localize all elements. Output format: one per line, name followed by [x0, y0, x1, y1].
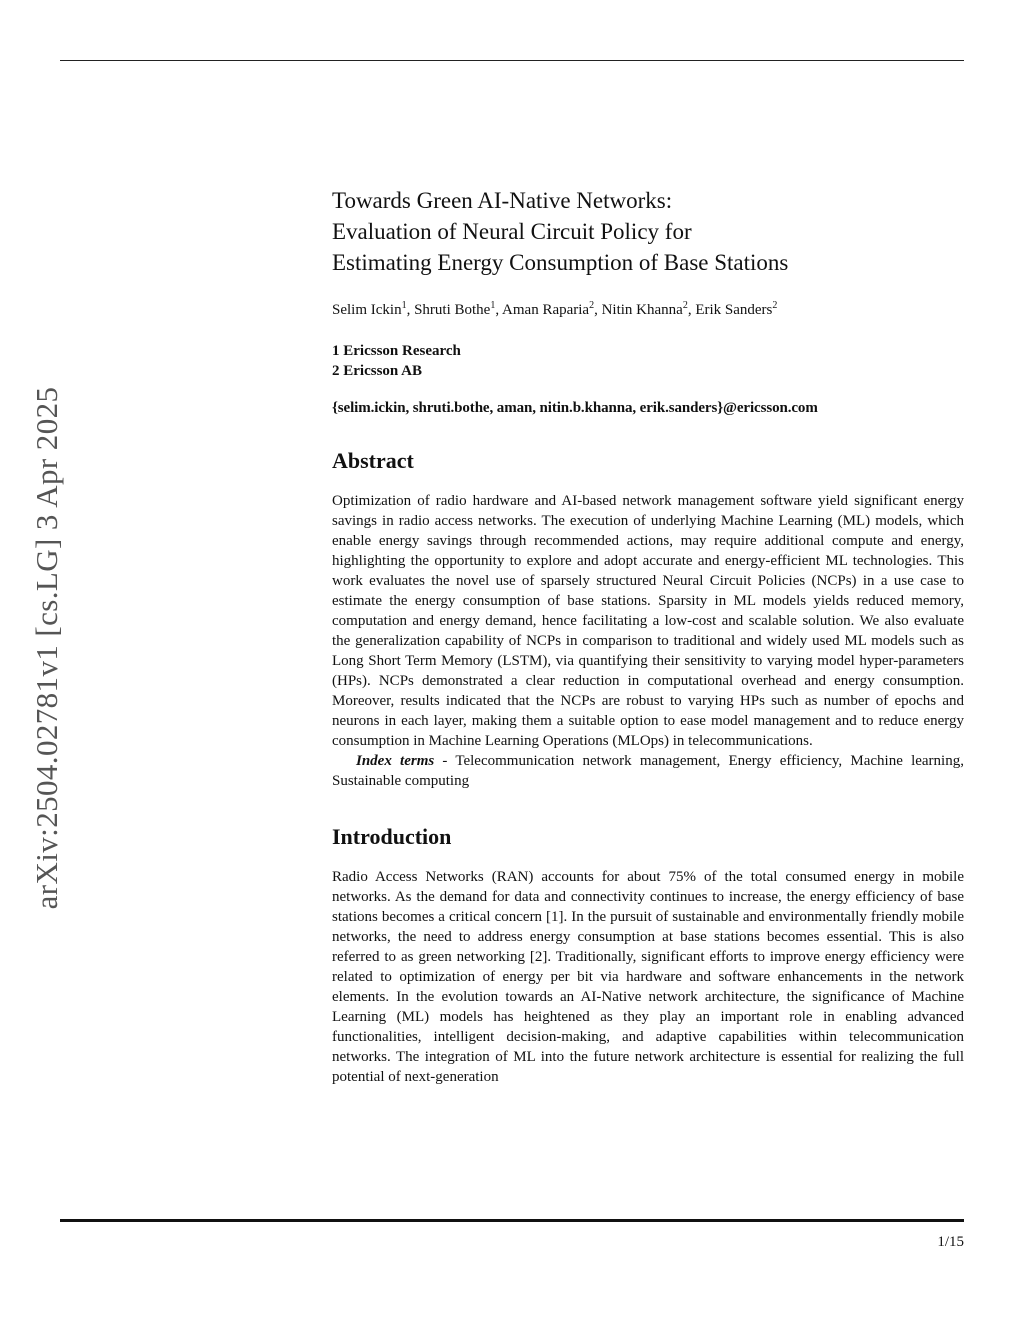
author-name: Selim Ickin — [332, 302, 402, 318]
affiliation: 2 Ericsson AB — [332, 363, 423, 379]
author-name: Erik Sanders — [695, 302, 773, 318]
author-affiliation-mark: 1 — [401, 300, 407, 311]
author-separator: , — [687, 302, 696, 318]
paper-content — [332, 185, 964, 1087]
author-separator: , — [594, 302, 602, 318]
page-number: 1/15 — [937, 1234, 964, 1250]
author-name: Aman Raparia — [502, 302, 590, 318]
introduction-body: Radio Access Networks (RAN) accounts for about 75% of the total consumed energy in mobile networks. As the demand for data and connectivity continues to increase, the energy efficiency of base stations becomes a critical concern [1]. In the pursuit of sustainable and environmentally friendly mobile networks, the need to address energy consumption at base stations becomes essential. This is also referred to as green networking [2]. Traditionally, significant efforts to improve energy efficiency were related to optimization of energy per bit via hardware and software enhancements in the network elements. In the evolution towards an AI-Native network architecture, the significance of Machine Learning (ML) models has heightened as they play an important role in enabling advanced functionalities, intelligent decision-making, and adaptive capabilities within telecommunication networks. The integration of ML into the future network architecture is essential for realizing the full potential of next-generation — [332, 869, 964, 1085]
author-emails: {selim.ickin, shruti.bothe, aman, nitin.b.khanna, erik.sanders}@ericsson.com — [332, 400, 818, 416]
paper-title — [332, 185, 964, 278]
header-rule — [60, 60, 964, 61]
author-list — [332, 300, 964, 319]
title-line: Estimating Energy Consumption of Base Stations — [332, 250, 789, 275]
author-name: Nitin Khanna — [601, 302, 683, 318]
author-separator: , — [406, 302, 415, 318]
author-affiliation-mark: 2 — [589, 300, 595, 311]
abstract-body: Optimization of radio hardware and AI-based network management software yield significant energy savings in radio access networks. The execution of underlying Machine Learning (ML) models, which enable energy savings through recommended actions, may require additional compute and energy, highlighting the opportunity to explore and adopt accurate and energy-efficient ML technologies. This work evaluates the novel use of sparsely structured Neural Circuit Policies (NCPs) in a use case to estimate the energy consumption of base stations. Sparsity in ML models yields reduced memory, computation and energy demand, hence facilitating a low-cost and scalable solution. We also evaluate the generalization capability of NCPs in comparison to traditional and widely used ML models such as Long Short Term Memory (LSTM), via quantifying their sensitivity to varying model hyper-parameters (HPs). NCPs demonstrated a clear reduction in computational overhead and energy consumption. Moreover, results indicated that the NCPs are robust to varying HPs such as number of epochs and neurons in each layer, making them a suitable option to ease model management and to reduce energy consumption in Machine Learning Operations (MLOps) in telecommunications. — [332, 493, 964, 749]
index-terms-text: - Telecommunication network management, Energy efficiency, Machine learning, Sustainable computing — [332, 753, 964, 789]
author-affiliation-mark: 2 — [772, 300, 778, 311]
affiliation-list — [332, 341, 964, 381]
abstract-heading: Abstract — [332, 448, 414, 473]
index-terms-label: Index terms — [356, 753, 435, 769]
author-affiliation-mark: 2 — [682, 300, 688, 311]
title-line: Evaluation of Neural Circuit Policy for — [332, 219, 692, 244]
author-name: Shruti Bothe — [414, 302, 491, 318]
introduction-heading: Introduction — [332, 824, 452, 849]
author-separator: , — [495, 302, 503, 318]
index-terms — [332, 751, 964, 791]
footer-rule — [60, 1219, 964, 1222]
affiliation: 1 Ericsson Research — [332, 343, 461, 359]
arxiv-stamp: arXiv:2504.02781v1 [cs.LG] 3 Apr 2025 — [29, 386, 64, 910]
author-affiliation-mark: 1 — [490, 300, 496, 311]
title-line: Towards Green AI-Native Networks: — [332, 188, 673, 213]
